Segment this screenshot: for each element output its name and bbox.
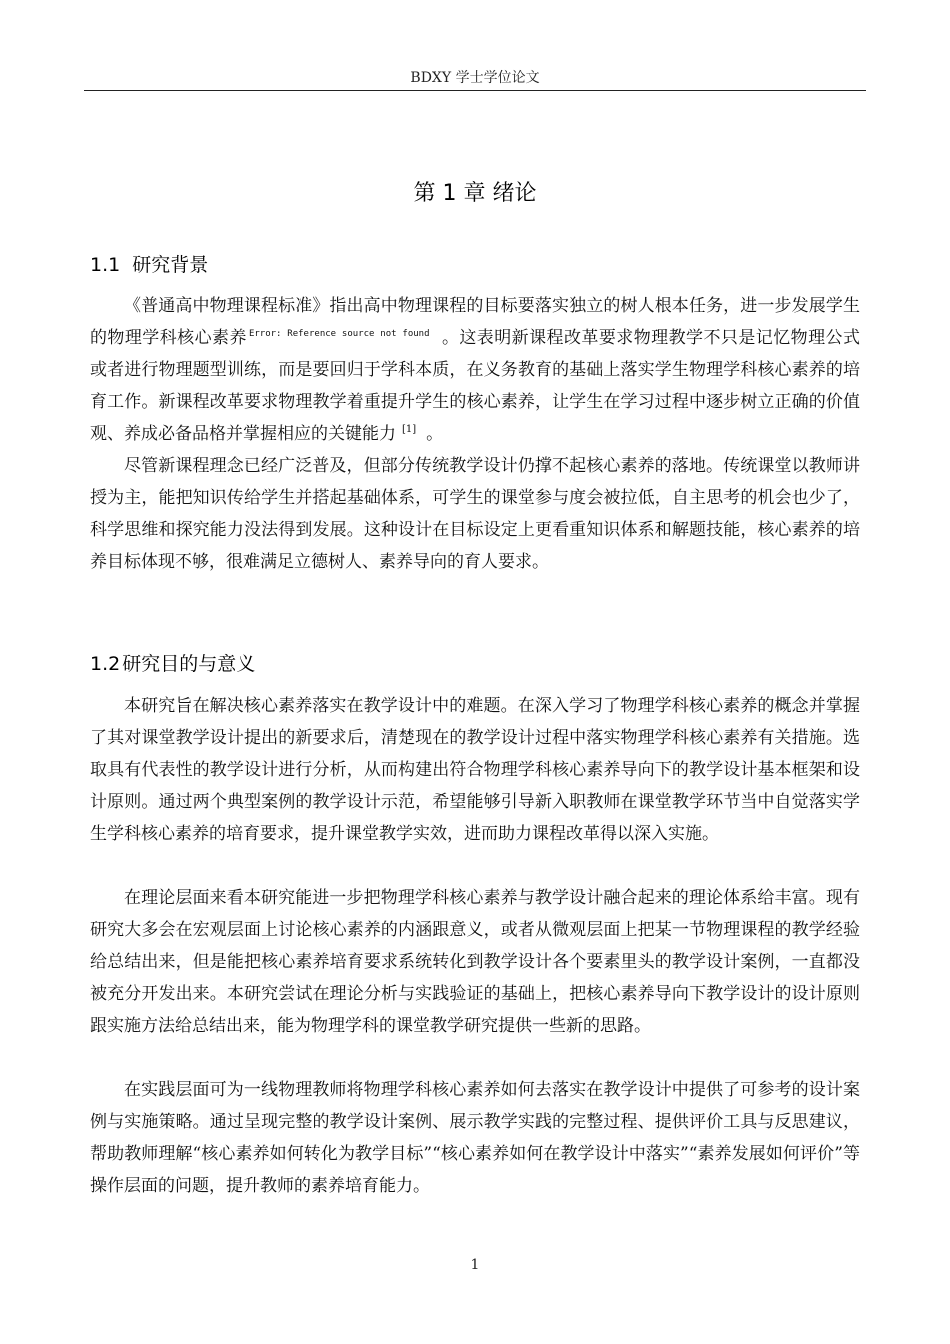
section-number: 1.1	[90, 254, 121, 276]
paragraph-purpose-3: 在实践层面可为一线物理教师将物理学科核心素养如何去落实在教学设计中提供了可参考的设计案例与实施策略。通过呈现完整的教学设计案例、展示教学实践的完整过程、提供评价工具与反思建议，帮助教师理解“核心素养如何转化为教学目标”“核心素养如何在教学设计中落实”“素养发展如何评价”等操作层面的问题，提升教师的素养培育能力。	[90, 1080, 860, 1196]
paragraph-text: 。这表明新课程改革要求物理教学不只是记忆物理公式或者进行物理题型训练，而是要回归于学科本质，在义务教育的基础上落实学生物理学科核心素养的培育工作。新课程改革要求物理教学着重提升学生的核心素养，让学生在学习过程中逐步树立正确的价值观、养成必备品格并掌握相应的关键能力	[90, 328, 860, 444]
paragraph-text: 。	[426, 424, 444, 444]
section-number: 1.2	[90, 653, 121, 675]
paragraph-purpose-2: 在理论层面来看本研究能进一步把物理学科核心素养与教学设计融合起来的理论体系给丰富。现有研究大多会在宏观层面上讨论核心素养的内涵跟意义，或者从微观层面上把某一节物理课程的教学经验给总结出来，但是能把核心素养培育要求系统转化到教学设计各个要素里头的教学设计案例，一直都没被充分开发出来。本研究尝试在理论分析与实践验证的基础上，把核心素养导向下教学设计的设计原则跟实施方法给总结出来，能为物理学科的课堂教学研究提供一些新的思路。	[90, 888, 860, 1036]
citation-marker: [1]	[402, 424, 417, 435]
header-rule	[84, 90, 866, 91]
section-heading-1-2	[90, 651, 255, 677]
paragraph-purpose-1: 本研究旨在解决核心素养落实在教学设计中的难题。在深入学习了物理学科核心素养的概念并掌握了其对课堂教学设计提出的新要求后，清楚现在的教学设计过程中落实物理学科核心素养有关措施。选取具有代表性的教学设计进行分析，从而构建出符合物理学科核心素养导向下的教学设计基本框架和设计原则。通过两个典型案例的教学设计示范，希望能够引导新入职教师在课堂教学环节当中自觉落实学生学科核心素养的培育要求，提升课堂教学实效，进而助力课程改革得以深入实施。	[90, 696, 860, 844]
paragraph-text: 《普通高中物理课程标准》指出高中物理课程的目标要落实独立的树人根本任务，进一步发展学生的物理学科核心素养	[90, 296, 860, 348]
section-heading-1-1	[90, 252, 208, 278]
paragraph-background-2: 尽管新课程理念已经广泛普及，但部分传统教学设计仍撑不起核心素养的落地。传统课堂以教师讲授为主，能把知识传给学生并搭起基础体系，可学生的课堂参与度会被拉低，自主思考的机会也少了，科学思维和探究能力没法得到发展。这种设计在目标设定上更看重知识体系和解题技能，核心素养的培养目标体现不够，很难满足立德树人、素养导向的育人要求。	[90, 456, 860, 572]
page-number: 1	[470, 1257, 480, 1273]
section-title: 研究背景	[132, 254, 209, 276]
chapter-title: 第 1 章 绪论	[413, 181, 537, 206]
reference-error-note: Error: Reference source not found	[248, 329, 430, 339]
section-title: 研究目的与意义	[122, 653, 256, 675]
running-header: BDXY 学士学位论文	[410, 70, 540, 86]
paragraph-background-1	[90, 290, 860, 450]
